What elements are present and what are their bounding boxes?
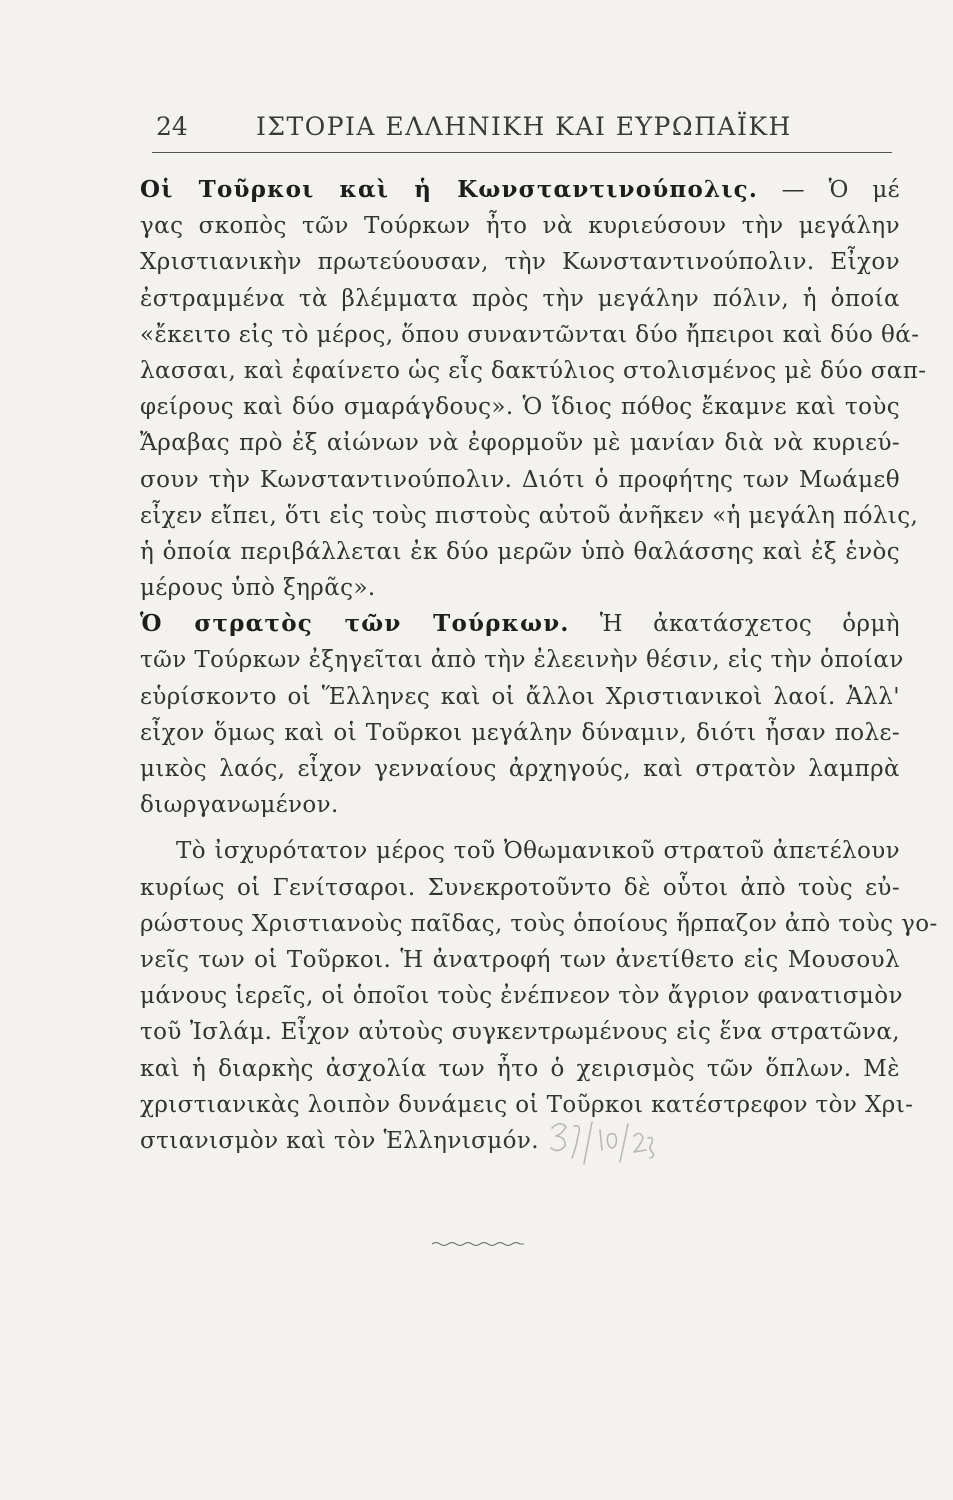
header-rule <box>152 152 892 153</box>
paragraph-line: ἡ ὁποία περιβάλλεται ἐκ δύο μερῶν ὑπὸ θαλάσσης καὶ ἐξ ἑνὸς <box>140 538 900 565</box>
paragraph-line: Ἄραβας πρὸ ἐξ αἰώνων νὰ ἐφορμοῦν μὲ μανίαν διὰ νὰ κυριεύ- <box>140 430 900 457</box>
text-run: Ἡ ἀκατάσχετος ὁρμὴ <box>599 611 900 638</box>
paragraph-line: χριστιανικὰς λοιπὸν δυνάμεις οἱ Τοῦρκοι κατέστρεφον τὸν Χρι- <box>140 1091 914 1118</box>
paragraph-line: κυρίως οἱ Γενίτσαροι. Συνεκροτοῦντο δὲ οὗτοι ἀπὸ τοὺς εὐ- <box>140 874 900 901</box>
paragraph-line: εἶχεν εἴπει, ὅτι εἰς τοὺς πιστοὺς αὐτοῦ ἀνῆκεν «ἡ μεγάλη πόλις, <box>140 502 919 529</box>
end-ornament <box>430 1240 526 1248</box>
paragraph-line: νεῖς των οἱ Τοῦρκοι. Ἡ ἀνατροφή των ἀνετίθετο εἰς Μουσουλ <box>140 946 900 973</box>
paragraph-line: γας σκοπὸς τῶν Τούρκων ἦτο νὰ κυριεύσουν τὴν μεγάλην <box>140 213 900 240</box>
paragraph-line: μέρους ὑπὸ ξηρᾶς». <box>140 575 376 602</box>
text-run: — Ὁ μέ <box>781 177 900 203</box>
paragraph-gap <box>140 823 900 833</box>
paragraph-line: εἶχον ὅμως καὶ οἱ Τοῦρκοι μεγάλην δύναμιν, διότι ἦσαν πολε- <box>140 719 900 746</box>
page-number: 24 <box>156 112 188 141</box>
paragraph-line <box>140 606 900 642</box>
body-text <box>140 172 938 1159</box>
paragraph-line: τοῦ Ἰσλάμ. Εἶχον αὐτοὺς συγκεντρωμένους εἰς ἕνα στρατῶνα, <box>140 1019 900 1046</box>
section-heading: Ὁ στρατὸς τῶν Τούρκων. <box>140 610 570 638</box>
paragraph-line: ἐστραμμένα τὰ βλέμματα πρὸς τὴν μεγάλην πόλιν, ἡ ὁποία <box>140 285 900 312</box>
running-head: ΙΣΤΟΡΙΑ ΕΛΛΗΝΙΚΗ ΚΑΙ ΕΥΡΩΠΑΪΚΗ <box>256 112 792 141</box>
paragraph-line: καὶ ἡ διαρκὴς ἀσχολία των ἦτο ὁ χειρισμὸς τῶν ὅπλων. Μὲ <box>140 1055 900 1082</box>
paragraph-line: εὑρίσκοντο οἱ Ἕλληνες καὶ οἱ ἄλλοι Χριστιανικοὶ λαοί. Ἀλλ' <box>140 683 900 710</box>
paragraph-line: φείρους καὶ δύο σμαράγδους». Ὁ ἴδιος πόθος ἔκαμνε καὶ τοὺς <box>140 394 900 421</box>
paragraph-line <box>140 172 900 208</box>
paragraph-line: στιανισμὸν καὶ τὸν Ἑλληνισμόν. <box>140 1127 539 1154</box>
paragraph-line: ρώστους Χριστιανοὺς παῖδας, τοὺς ὁποίους ἥρπαζον ἀπὸ τοὺς γο- <box>140 910 938 937</box>
paragraph-line: Τὸ ἰσχυρότατον μέρος τοῦ Ὀθωμανικοῦ στρατοῦ ἀπετέλουν <box>176 838 900 865</box>
paragraph-line: μικὸς λαός, εἶχον γενναίους ἀρχηγούς, καὶ στρατὸν λαμπρὰ <box>140 756 900 782</box>
paragraph-line: λασσαι, καὶ ἐφαίνετο ὡς εἷς δακτύλιος στολισμένος μὲ δύο σαπ- <box>140 357 927 384</box>
paragraph-line: μάνους ἱερεῖς, οἱ ὁποῖοι τοὺς ἐνέπνεον τὸν ἄγριον φανατισμὸν <box>140 983 903 1010</box>
section-heading: Οἱ Τοῦρκοι καὶ ἡ Κωνσταντινούπολις. <box>140 176 759 203</box>
pencil-date-annotation <box>548 1118 658 1168</box>
paragraph-line: σουν τὴν Κωνσταντινούπολιν. Διότι ὁ προφήτης των Μωάμεθ <box>140 466 900 493</box>
paragraph-line: Χριστιανικὴν πρωτεύουσαν, τὴν Κωνσταντινούπολιν. Εἶχον <box>140 249 900 276</box>
paragraph-line: διωργανωμένον. <box>140 792 339 819</box>
paragraph-line: τῶν Τούρκων ἐξηγεῖται ἀπὸ τὴν ἐλεεινὴν θέσιν, εἰς τὴν ὁποίαν <box>140 647 904 674</box>
paragraph-line: «ἔκειτο εἰς τὸ μέρος, ὅπου συναντῶνται δύο ἤπειροι καὶ δύο θά- <box>140 321 920 348</box>
